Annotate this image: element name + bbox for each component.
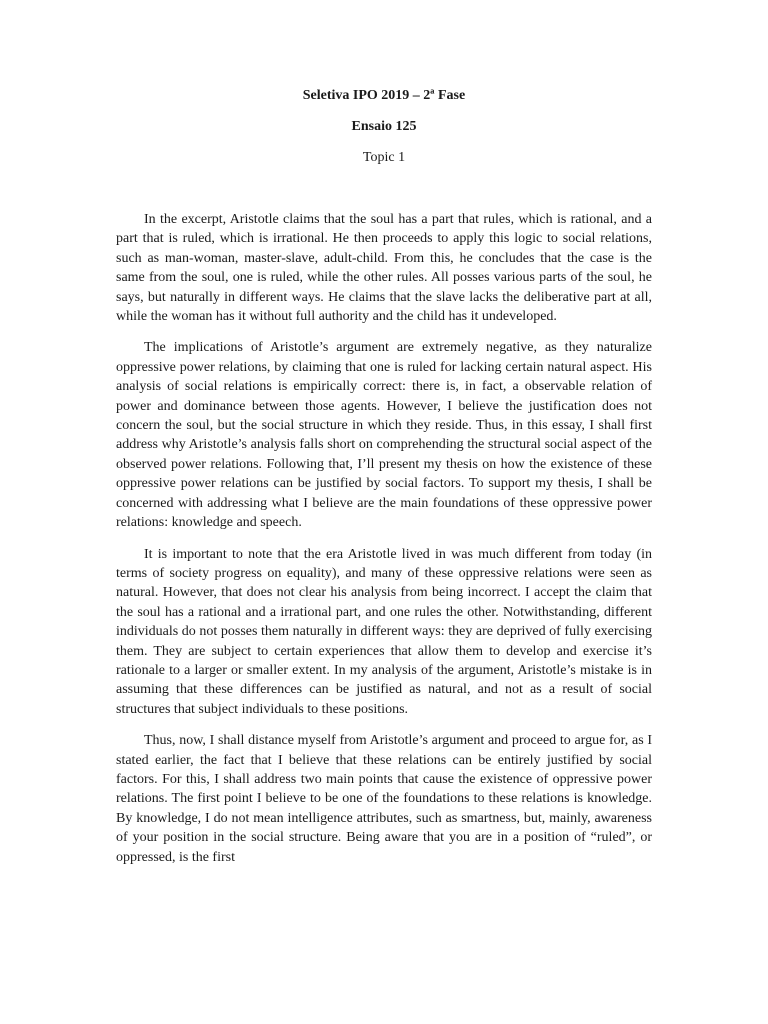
essay-body	[116, 210, 652, 879]
document-subtitle: Ensaio 125	[351, 119, 417, 134]
document-title: Seletiva IPO 2019 – 2ª Fase	[302, 88, 466, 103]
paragraph-1: In the excerpt, Aristotle claims that the soul has a part that rules, which is rational, and a part that is ruled, which is irrational. He then proceeds to apply this logic to social relations, such as man-woman, master-slave, adult-child. From this, he concludes that the case is the same from the soul, one is ruled, while the other rules. All posses various parts of the soul, he says, but naturally in different ways. He claims that the slave lacks the deliberative part at all, while the woman has it without full authority and the child has it undeveloped.	[116, 212, 652, 325]
paragraph-4: Thus, now, I shall distance myself from Aristotle’s argument and proceed to argue for, as I stated earlier, the fact that I believe that these relations can be entirely justified by social factors. For this, I shall address two main points that cause the existence of oppressive power relations. The first point I believe to be one of the foundations to these relations is knowledge. By knowledge, I do not mean intelligence attributes, such as smartness, but, mainly, awareness of your position in the social structure. Being aware that you are in a position of “ruled”, or oppressed, is the first	[116, 733, 652, 865]
paragraph-3: It is important to note that the era Aristotle lived in was much different from today (in terms of society progress on equality), and many of these oppressive relations were seen as natural. However, that does not clear his analysis from being incorrect. I accept the claim that the soul has a rational and a irrational part, and one rules the other. Notwithstanding, different individuals do not posses them naturally in different ways: they are deprived of fully exercising them. They are subject to certain experiences that allow them to develop and exercise it’s rationale to a larger or smaller extent. In my analysis of the argument, Aristotle’s mistake is in assuming that these differences can be justified as natural, and not as a result of social structures that subject individuals to these positions.	[116, 546, 652, 717]
paragraph-2: The implications of Aristotle’s argument are extremely negative, as they naturalize oppressive power relations, by claiming that one is ruled for lacking certain natural aspect. His analysis of social relations is empirically correct: there is, in fact, a observable relation of power and dominance between those agents. However, I believe the justification does not concern the soul, but the social structure in which they reside. Thus, in this essay, I shall first address why Aristotle’s analysis falls short on comprehending the structural social aspect of the observed power relations. Following that, I’ll present my thesis on how the existence of these oppressive power relations can be justified by social factors. To support my thesis, I shall be concerned with addressing what I believe are the main foundations of these oppressive power relations: knowledge and speech.	[116, 340, 652, 531]
document-topic: Topic 1	[362, 150, 406, 165]
